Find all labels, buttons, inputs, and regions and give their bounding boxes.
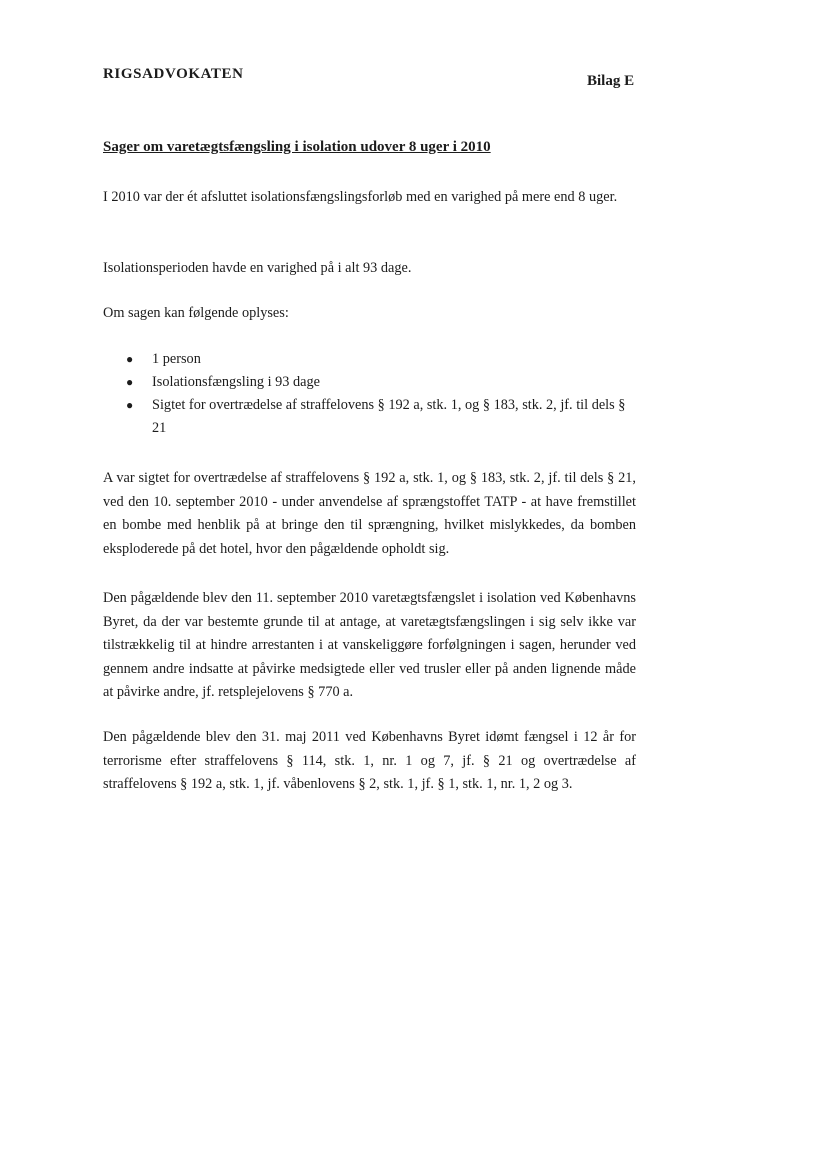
paragraph-duration: Isolationsperioden havde en varighed på i alt 93 dage. — [103, 260, 412, 276]
bullet-icon: ● — [126, 352, 134, 366]
document-title: Sager om varetægtsfængsling i isolation udover 8 uger i 2010 — [103, 139, 491, 155]
list-item — [126, 348, 636, 371]
header-annex: Bilag E — [587, 73, 635, 89]
list-item — [126, 371, 636, 394]
list-item-text: Sigtet for overtrædelse af straffelovens § 192 a, stk. 1, og § 183, stk. 2, jf. til dels § 21 — [152, 397, 626, 436]
paragraph-lead: Om sagen kan følgende oplyses: — [103, 305, 289, 321]
list-item — [126, 394, 636, 440]
header-org: RIGSADVOKATEN — [103, 66, 244, 82]
paragraph-intro: I 2010 var der ét afsluttet isolationsfængslingsforløb med en varighed på mere end 8 uger. — [103, 189, 618, 205]
paragraph-charge: A var sigtet for overtrædelse af straffelovens § 192 a, stk. 1, og § 183, stk. 2, jf. til dels § 21, ved den 10. september 2010 - under anvendelse af sprængstoffet TATP - at have fremstillet en bombe med henblik på at bringe den til sprængning, hvilket mislykkedes, da bomben eksploderede på det hotel, hvor den pågældende opholdt sig. — [103, 470, 636, 557]
list-item-text: Isolationsfængsling i 93 dage — [152, 374, 320, 390]
list-item-text: 1 person — [152, 351, 201, 367]
paragraph-custody: Den pågældende blev den 11. september 2010 varetægtsfængslet i isolation ved Københavns Byret, da der var bestemte grunde til at antage, at varetægtsfængslingen i sig selv ikke var tilstrækkelig til at hindre arrestanten i at vanskeliggøre forfølgningen i sagen, herunder ved gennem andre indsatte at påvirke medsigtede eller ved trusler eller på anden lignende måde at påvirke andre, jf. retsplejelovens § 770 a. — [103, 590, 636, 700]
bullet-icon: ● — [126, 375, 134, 389]
bullet-list — [126, 348, 636, 440]
bullet-icon: ● — [126, 398, 134, 412]
paragraph-verdict: Den pågældende blev den 31. maj 2011 ved Københavns Byret idømt fængsel i 12 år for terrorisme efter straffelovens § 114, stk. 1, nr. 1 og 7, jf. § 21 og overtrædelse af straffelovens § 192 a, stk. 1, jf. våbenlovens § 2, stk. 1, jf. § 1, stk. 1, nr. 1, 2 og 3. — [103, 729, 636, 792]
